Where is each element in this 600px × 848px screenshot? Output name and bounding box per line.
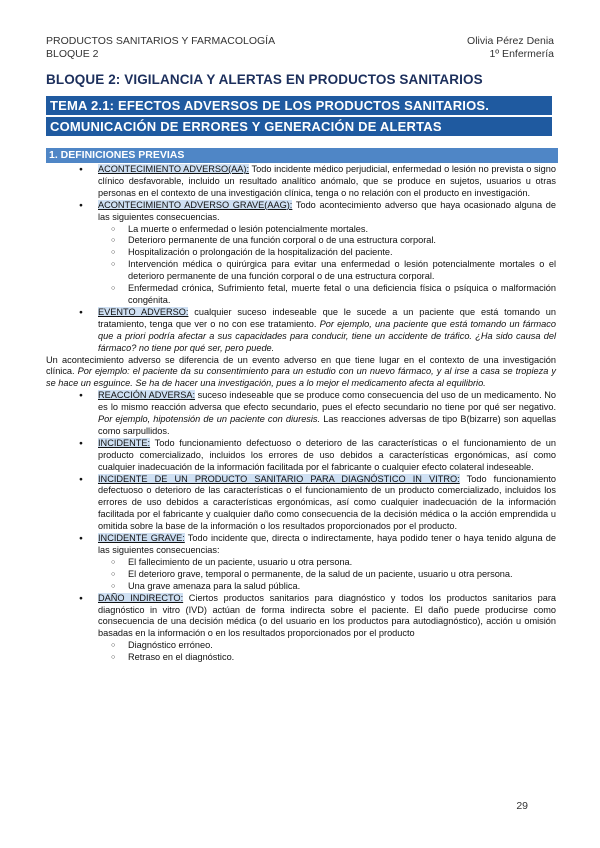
definition-incidente — [98, 438, 556, 474]
term-incidente: INCIDENTE: — [98, 437, 151, 448]
list-item: ○ Hospitalización o prolongación de la hospitalización del paciente. — [128, 247, 556, 259]
definition-acontecimiento-grave — [98, 200, 556, 307]
term-evento-adverso: EVENTO ADVERSO: — [98, 306, 189, 317]
main-title: BLOQUE 2: VIGILANCIA Y ALERTAS EN PRODUCTOS SANITARIOS — [46, 72, 483, 87]
term-incidente-grave: INCIDENTE GRAVE: — [98, 533, 185, 544]
page-header — [46, 35, 554, 61]
paragraph-text: Un acontecimiento adverso se diferencia de un evento adverso en que tiene lugar en el contexto de una investigación clínica. — [46, 354, 556, 377]
list-item: ○ El deterioro grave, temporal o permanente, de la salud de un paciente, usuario u otra persona. — [128, 569, 556, 581]
list-item: ○ La muerte o enfermedad o lesión potencialmente mortales. — [128, 224, 556, 236]
term-acontecimiento-grave: ACONTECIMIENTO ADVERSO GRAVE(AAG): — [98, 199, 293, 210]
header-course: 1º Enfermería — [489, 48, 554, 60]
list-item: ○ Una grave amenaza para la salud pública. — [128, 581, 556, 593]
consequences-list — [98, 224, 556, 307]
definition-text: Todo funcionamiento defectuoso o deterioro de las características o el funcionamiento de un producto comercializado, incluidos los errores de uso debidos a características ergonómicas, así como cualquier inadecuación de la información facilitada por el fabricante o cualquier efecto colateral indeseable. — [98, 437, 556, 472]
definition-reaccion-adversa — [98, 390, 556, 438]
tema-title-block — [46, 96, 552, 138]
definition-evento-adverso — [98, 307, 556, 355]
explanatory-paragraph — [46, 355, 556, 391]
consequences-list — [98, 557, 556, 593]
term-incidente-ivd: INCIDENTE DE UN PRODUCTO SANITARIO PARA DIAGNÓSTICO IN VITRO: — [98, 473, 460, 484]
definitions-list — [46, 164, 556, 355]
definition-incidente-grave — [98, 533, 556, 593]
list-item: ○ Intervención médica o quirúrgica para evitar una enfermedad o lesión potencialmente mortales o el deterioro permanente de una función corporal o de una estructura corporal. — [128, 259, 556, 283]
definition-dano-indirecto — [98, 593, 556, 664]
definition-incidente-ivd — [98, 474, 556, 534]
definition-text: cualquier suceso indeseable que le sucede a un paciente que está tomando un tratamiento, tenga que ver o no con ese tratamiento. — [98, 306, 556, 329]
list-item: ○ Diagnóstico erróneo. — [128, 640, 556, 652]
consequences-list — [98, 640, 556, 664]
list-item: ○ El fallecimiento de un paciente, usuario u otra persona. — [128, 557, 556, 569]
definitions-list-2 — [46, 390, 556, 664]
definition-text: suceso indeseable que se produce como consecuencia del uso de un medicamento. No es lo mismo reacción adversa que efecto secundario, pues el efecto secundario no tiene por qué ser negativo. — [98, 390, 556, 413]
term-reaccion-adversa: REACCIÓN ADVERSA: — [98, 390, 196, 401]
definition-acontecimiento-adverso — [98, 164, 556, 200]
definition-text: Ciertos productos sanitarios para diagnóstico y todos los productos sanitarios para diagnóstico in vitro (IVD) actúan de forma indirecta sobre el paciente. El daño puede producirse como consecuencia de una decisión médica (o del usuario en los productos para autodiagnóstico), acción u omisión basadas en la información o en los resultados proporcionados por el producto — [98, 592, 557, 639]
list-item: ○ Enfermedad crónica, Sufrimiento fetal, muerte fetal o una deficiencia física o psíquica o malformación congénita. — [128, 283, 556, 307]
definition-example: Por ejemplo, hipotensión de un paciente con diuresis. — [98, 414, 321, 425]
definition-text: Todo acontecimiento adverso que haya ocasionado alguna de las siguientes consecuencias. — [98, 199, 556, 222]
header-block: BLOQUE 2 — [46, 48, 99, 60]
definition-example: Por ejemplo, una paciente que está tomando un fármaco que a priori podría afectar a sus capacidades para conducir, tiene un accidente de tráfico. ¿Ha sido causa del fármaco? no tiene por qué ser, pero puede. — [98, 318, 556, 353]
term-dano-indirecto: DAÑO INDIRECTO: — [98, 592, 184, 603]
section-heading: 1. DEFINICIONES PREVIAS — [46, 148, 558, 163]
paragraph-example: Por ejemplo: el paciente da su consentimiento para un estudio con un nuevo fármaco, y al irse a casa se tropieza y se hace un esguince. Se ha de hacer una investigación, pues a lo mejor el medicamento afecta al equilibrio. — [46, 366, 556, 389]
list-item: ○ Deterioro permanente de una función corporal o de una estructura corporal. — [128, 235, 556, 247]
definition-text: Todo funcionamiento defectuoso o deterioro de las características o el funcionamiento de un producto comercializado, incluidos los errores de uso debidos a características ergonómicas, así como cualquier inadecuación de la información facilitada por el fabricante y cualquier daño como consecuencia de la decisión médica o la acción emprendida u omitida sobre la base de la información o los resultados proporcionados por el producto. — [98, 473, 556, 532]
definition-text: Todo incidente que, directa o indirectamente, haya podido tener o haya tenido alguna de las siguientes consecuencias: — [98, 533, 556, 555]
header-author: Olivia Pérez Denia — [467, 35, 554, 47]
definition-text: Todo incidente médico perjudicial, enfermedad o lesión no prevista o signo clínico desfavorable, incluido un resultado analítico anómalo, que se produce en sujetos, usuarios u otras personas en el contexto de una investigación clínica, tenga o no relación con el producto en investigación. — [98, 164, 556, 198]
tema-title-line-1: TEMA 2.1: EFECTOS ADVERSOS DE LOS PRODUCTOS SANITARIOS. — [46, 96, 552, 115]
list-item: ○ Retraso en el diagnóstico. — [128, 652, 556, 664]
term-acontecimiento-adverso: ACONTECIMIENTO ADVERSO(AA): — [98, 164, 250, 174]
definition-text-2: Las reacciones adversas de tipo B(bizarre) son aquellas como sarpullidos. — [98, 414, 557, 436]
header-subject: PRODUCTOS SANITARIOS Y FARMACOLOGÍA — [46, 35, 276, 47]
tema-title-line-2: COMUNICACIÓN DE ERRORES Y GENERACIÓN DE ALERTAS — [46, 117, 552, 136]
definitions-body — [46, 164, 556, 664]
page-number: 29 — [516, 800, 528, 812]
